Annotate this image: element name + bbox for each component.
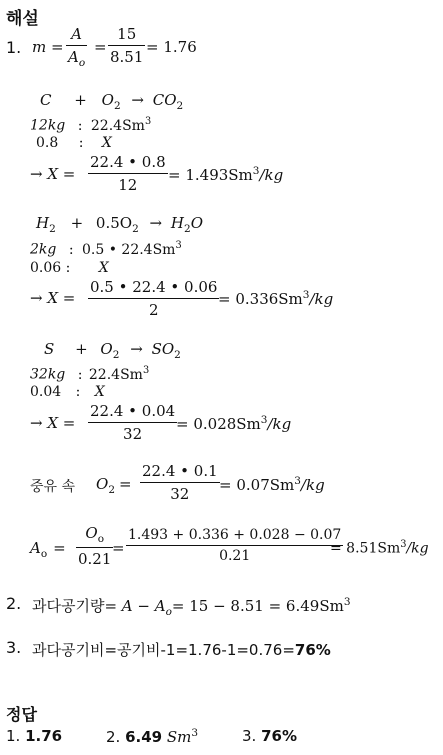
carbon-calc-lhs: → X = — [30, 165, 76, 183]
fraction-numerator: $O_o$ — [85, 524, 105, 545]
fraction-denominator: 0.21 — [78, 550, 112, 568]
fraction-numerator: 1.493 + 0.336 + 0.028 − 0.07 — [128, 527, 342, 543]
sulfur-calc-result: = $0.028Sm^3/kg$ — [176, 414, 292, 433]
fraction-denominator: 32 — [123, 425, 143, 443]
hydrogen-calc-fraction — [88, 278, 219, 319]
fraction-denominator: 2 — [148, 301, 159, 319]
ao-eq2: = — [112, 539, 125, 557]
answer-1: 1. 1.76 — [6, 727, 63, 745]
answer-3: 3. 76% — [242, 727, 297, 745]
hydrogen-ratio-row2: 0.06 : X — [30, 260, 109, 276]
answer-title: 정답 — [6, 705, 37, 724]
fraction-numerator: 22.4 • 0.1 — [142, 462, 218, 480]
carbon-calc-fraction — [88, 153, 168, 194]
sulfur-ratio-row2: 0.04 : X — [30, 384, 105, 400]
sulfur-calc-lhs: → X = — [30, 414, 76, 432]
carbon-ratio-row2: 0.8 : X — [36, 135, 112, 151]
step1-eq2: = — [94, 38, 107, 56]
fraction-numerator: 22.4 • 0.8 — [90, 153, 166, 171]
step2-expression: 과다공기량= $A - A_o= 15 - 8.51 = 6.49Sm^3$ — [32, 596, 351, 618]
hydrogen-reaction: $H_2 + 0.5O_2 \to H_2O$ — [36, 214, 203, 235]
fraction-denominator: 32 — [170, 485, 190, 503]
fraction-numerator: 22.4 • 0.04 — [90, 402, 176, 420]
carbon-ratio-row1: 12kg : 22.4Sm$^3$ — [30, 116, 152, 134]
hydrogen-calc-result: = $0.336Sm^3/kg$ — [218, 289, 334, 308]
ao-fraction1 — [76, 524, 113, 568]
sulfur-calc-fraction — [88, 402, 177, 443]
step3-number: 3. — [6, 638, 22, 657]
fraction-numerator: 15 — [117, 25, 137, 43]
sulfur-ratio-row1: 32kg : 22.4Sm$^3$ — [30, 365, 150, 383]
step1-number: 1. — [6, 38, 22, 57]
fraction-denominator: 0.21 — [219, 548, 251, 564]
hydrogen-calc-lhs: → X = — [30, 289, 76, 307]
step2-number: 2. — [6, 594, 22, 613]
step3-expression: 과다공기비=공기비-1=1.76-1=0.76=76% — [32, 641, 331, 659]
oxygen-label: 중유 속 — [30, 479, 76, 495]
carbon-reaction: $C + O_2 \to CO_2$ — [40, 91, 184, 112]
step1-fraction2 — [108, 25, 145, 66]
sulfur-reaction: $S + O_2 \to SO_2$ — [44, 340, 181, 361]
ao-fraction2 — [126, 527, 343, 564]
fraction-denominator: $A_o$ — [68, 48, 86, 69]
carbon-calc-result: = $1.493Sm^3/kg$ — [168, 165, 284, 184]
fraction-denominator: 12 — [118, 176, 138, 194]
oxygen-symbol: $O_2$ = — [96, 475, 132, 496]
ao-lhs: $A_o$ = — [30, 539, 66, 560]
oxygen-result: = $0.07Sm^3/kg$ — [219, 475, 325, 494]
fraction-numerator: 0.5 • 22.4 • 0.06 — [90, 278, 218, 296]
section-title: 해설 — [6, 9, 39, 29]
answer-2: 2. 6.49 Sm$^3$ — [106, 727, 199, 746]
step1-m-eq: m = — [32, 38, 64, 56]
ao-result: = $8.51Sm^3/kg$ — [330, 539, 429, 557]
fraction-numerator: A — [71, 25, 82, 43]
fraction-denominator: 8.51 — [110, 48, 144, 66]
oxygen-fraction — [140, 462, 220, 503]
hydrogen-ratio-row1: 2kg : 0.5 • 22.4Sm$^3$ — [30, 240, 182, 258]
step1-result: = 1.76 — [146, 38, 197, 56]
step1-fraction — [66, 25, 87, 69]
